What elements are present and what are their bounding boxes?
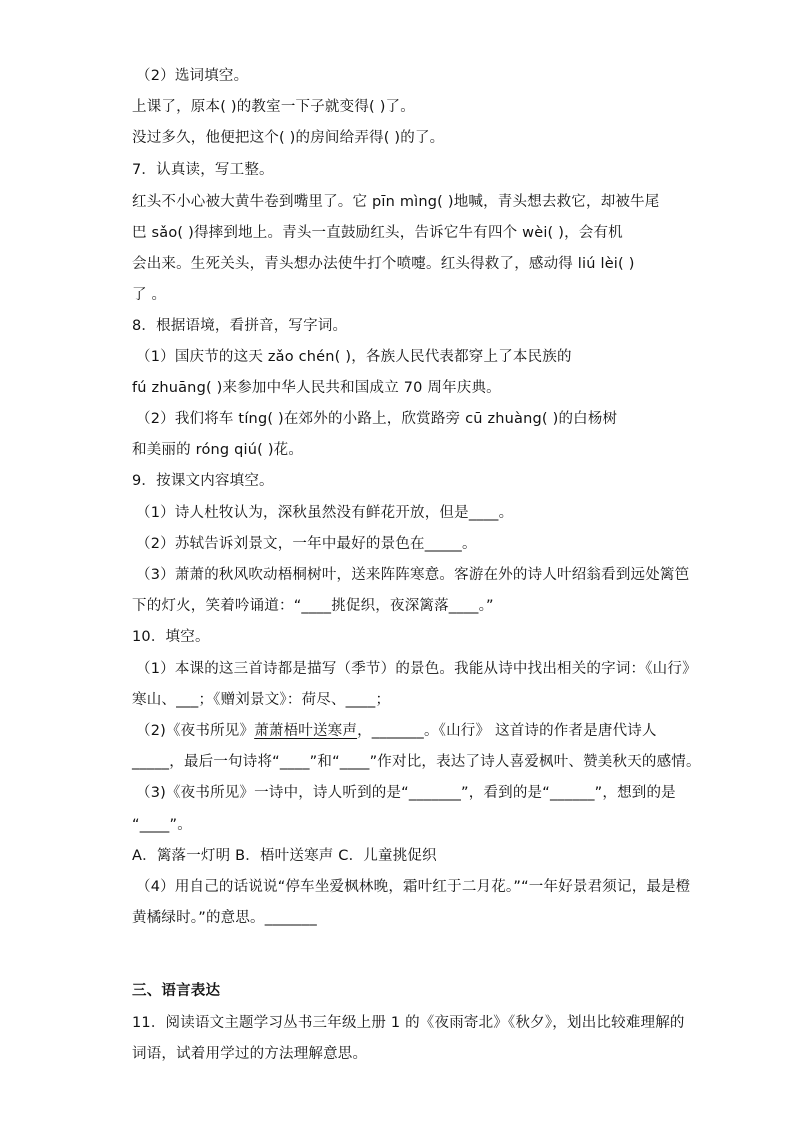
q10-underlined-verse: 萧萧梧叶送寒声 — [254, 723, 358, 739]
q6-part2-heading: （2）选词填空。 — [136, 68, 249, 84]
q6-part2-line1: 上课了，原本( )的教室一下子就变得( )了。 — [132, 99, 415, 115]
q10-line9: 黄橘绿时。”的意思。_______ — [132, 910, 317, 926]
q8-line2: fú zhuāng( )来参加中华人民共和国成立 70 周年庆典。 — [132, 380, 501, 396]
q7-title: 7．认真读，写工整。 — [132, 162, 274, 178]
q6-part2-line2: 没过多久，他便把这个( )的房间给弄得( )的了。 — [132, 130, 445, 146]
q10-line2: 寒山、___；《赠刘景文》：荷尽、____； — [132, 692, 391, 708]
q7-line4: 了 。 — [132, 287, 167, 303]
q10-line5: （3)《夜书所见》一诗中，诗人听到的是“_______”，看到的是“______”，想到的是 — [136, 785, 676, 801]
q9-line4: 下的灯火，笑着吟诵道：“____挑促织，夜深篱落____。” — [132, 598, 494, 614]
section-3-heading: 三、语言表达 — [132, 983, 221, 999]
q9-title: 9．按课文内容填空。 — [132, 473, 274, 489]
q11-line1: 11．阅读语文主题学习丛书三年级上册 1 的《夜雨寄北》《秋夕》，划出比较难理解的 — [132, 1015, 685, 1031]
q9-line1: （1）诗人杜牧认为，深秋虽然没有鲜花开放，但是____。 — [136, 505, 514, 521]
q7-line1: 红头不小心被大黄牛卷到嘴里了。它 pīn mìng( )地喊，青头想去救它，却被牛尾 — [132, 194, 660, 210]
q10-options: A．篱落一灯明 B．梧叶送寒声 C．儿童挑促织 — [132, 848, 437, 864]
q10-title: 10．填空。 — [132, 629, 210, 645]
q9-line3: （3）萧萧的秋风吹动梧桐树叶，送来阵阵寒意。客游在外的诗人叶绍翁看到远处篱笆 — [136, 567, 690, 583]
q10-line3-end: ，_______。《山行》 这首诗的作者是唐代诗人 — [357, 723, 657, 739]
q10-line3 — [136, 721, 657, 741]
q10-line6: “____”。 — [132, 817, 192, 833]
q10-line3-start: （2)《夜书所见》 — [136, 723, 255, 739]
q10-line8: （4）用自己的话说说“停车坐爱枫林晚，霜叶红于二月花。”“一年好景君须记，最是橙 — [136, 879, 691, 895]
q9-line2: （2）苏轼告诉刘景文，一年中最好的景色在_____。 — [136, 536, 477, 552]
q11-line2: 词语，试着用学过的方法理解意思。 — [132, 1046, 368, 1062]
q8-line3: （2）我们将车 tíng( )在郊外的小路上，欣赏路旁 cū zhuàng( )的白杨树 — [136, 411, 618, 427]
q8-line1: （1）国庆节的这天 zǎo chén( )，各族人民代表都穿上了本民族的 — [136, 349, 572, 365]
q7-line3: 会出来。生死关头，青头想办法使牛打个喷嚏。红头得救了，感动得 liú lèi( ) — [132, 256, 635, 272]
q8-line4: 和美丽的 róng qiú( )花。 — [132, 442, 304, 458]
q10-line4: _____，最后一句诗将“____”和“____”作对比，表达了诗人喜爱枫叶、赞美秋天的感情。 — [132, 754, 701, 770]
q7-line2: 巴 sǎo( )得摔到地上。青头一直鼓励红头，告诉它牛有四个 wèi( )，会有机 — [132, 225, 623, 241]
q10-line1: （1）本课的这三首诗都是描写（季节）的景色。我能从诗中找出相关的字词：《山行》 — [136, 661, 697, 677]
q8-title: 8．根据语境，看拼音，写字词。 — [132, 318, 348, 334]
